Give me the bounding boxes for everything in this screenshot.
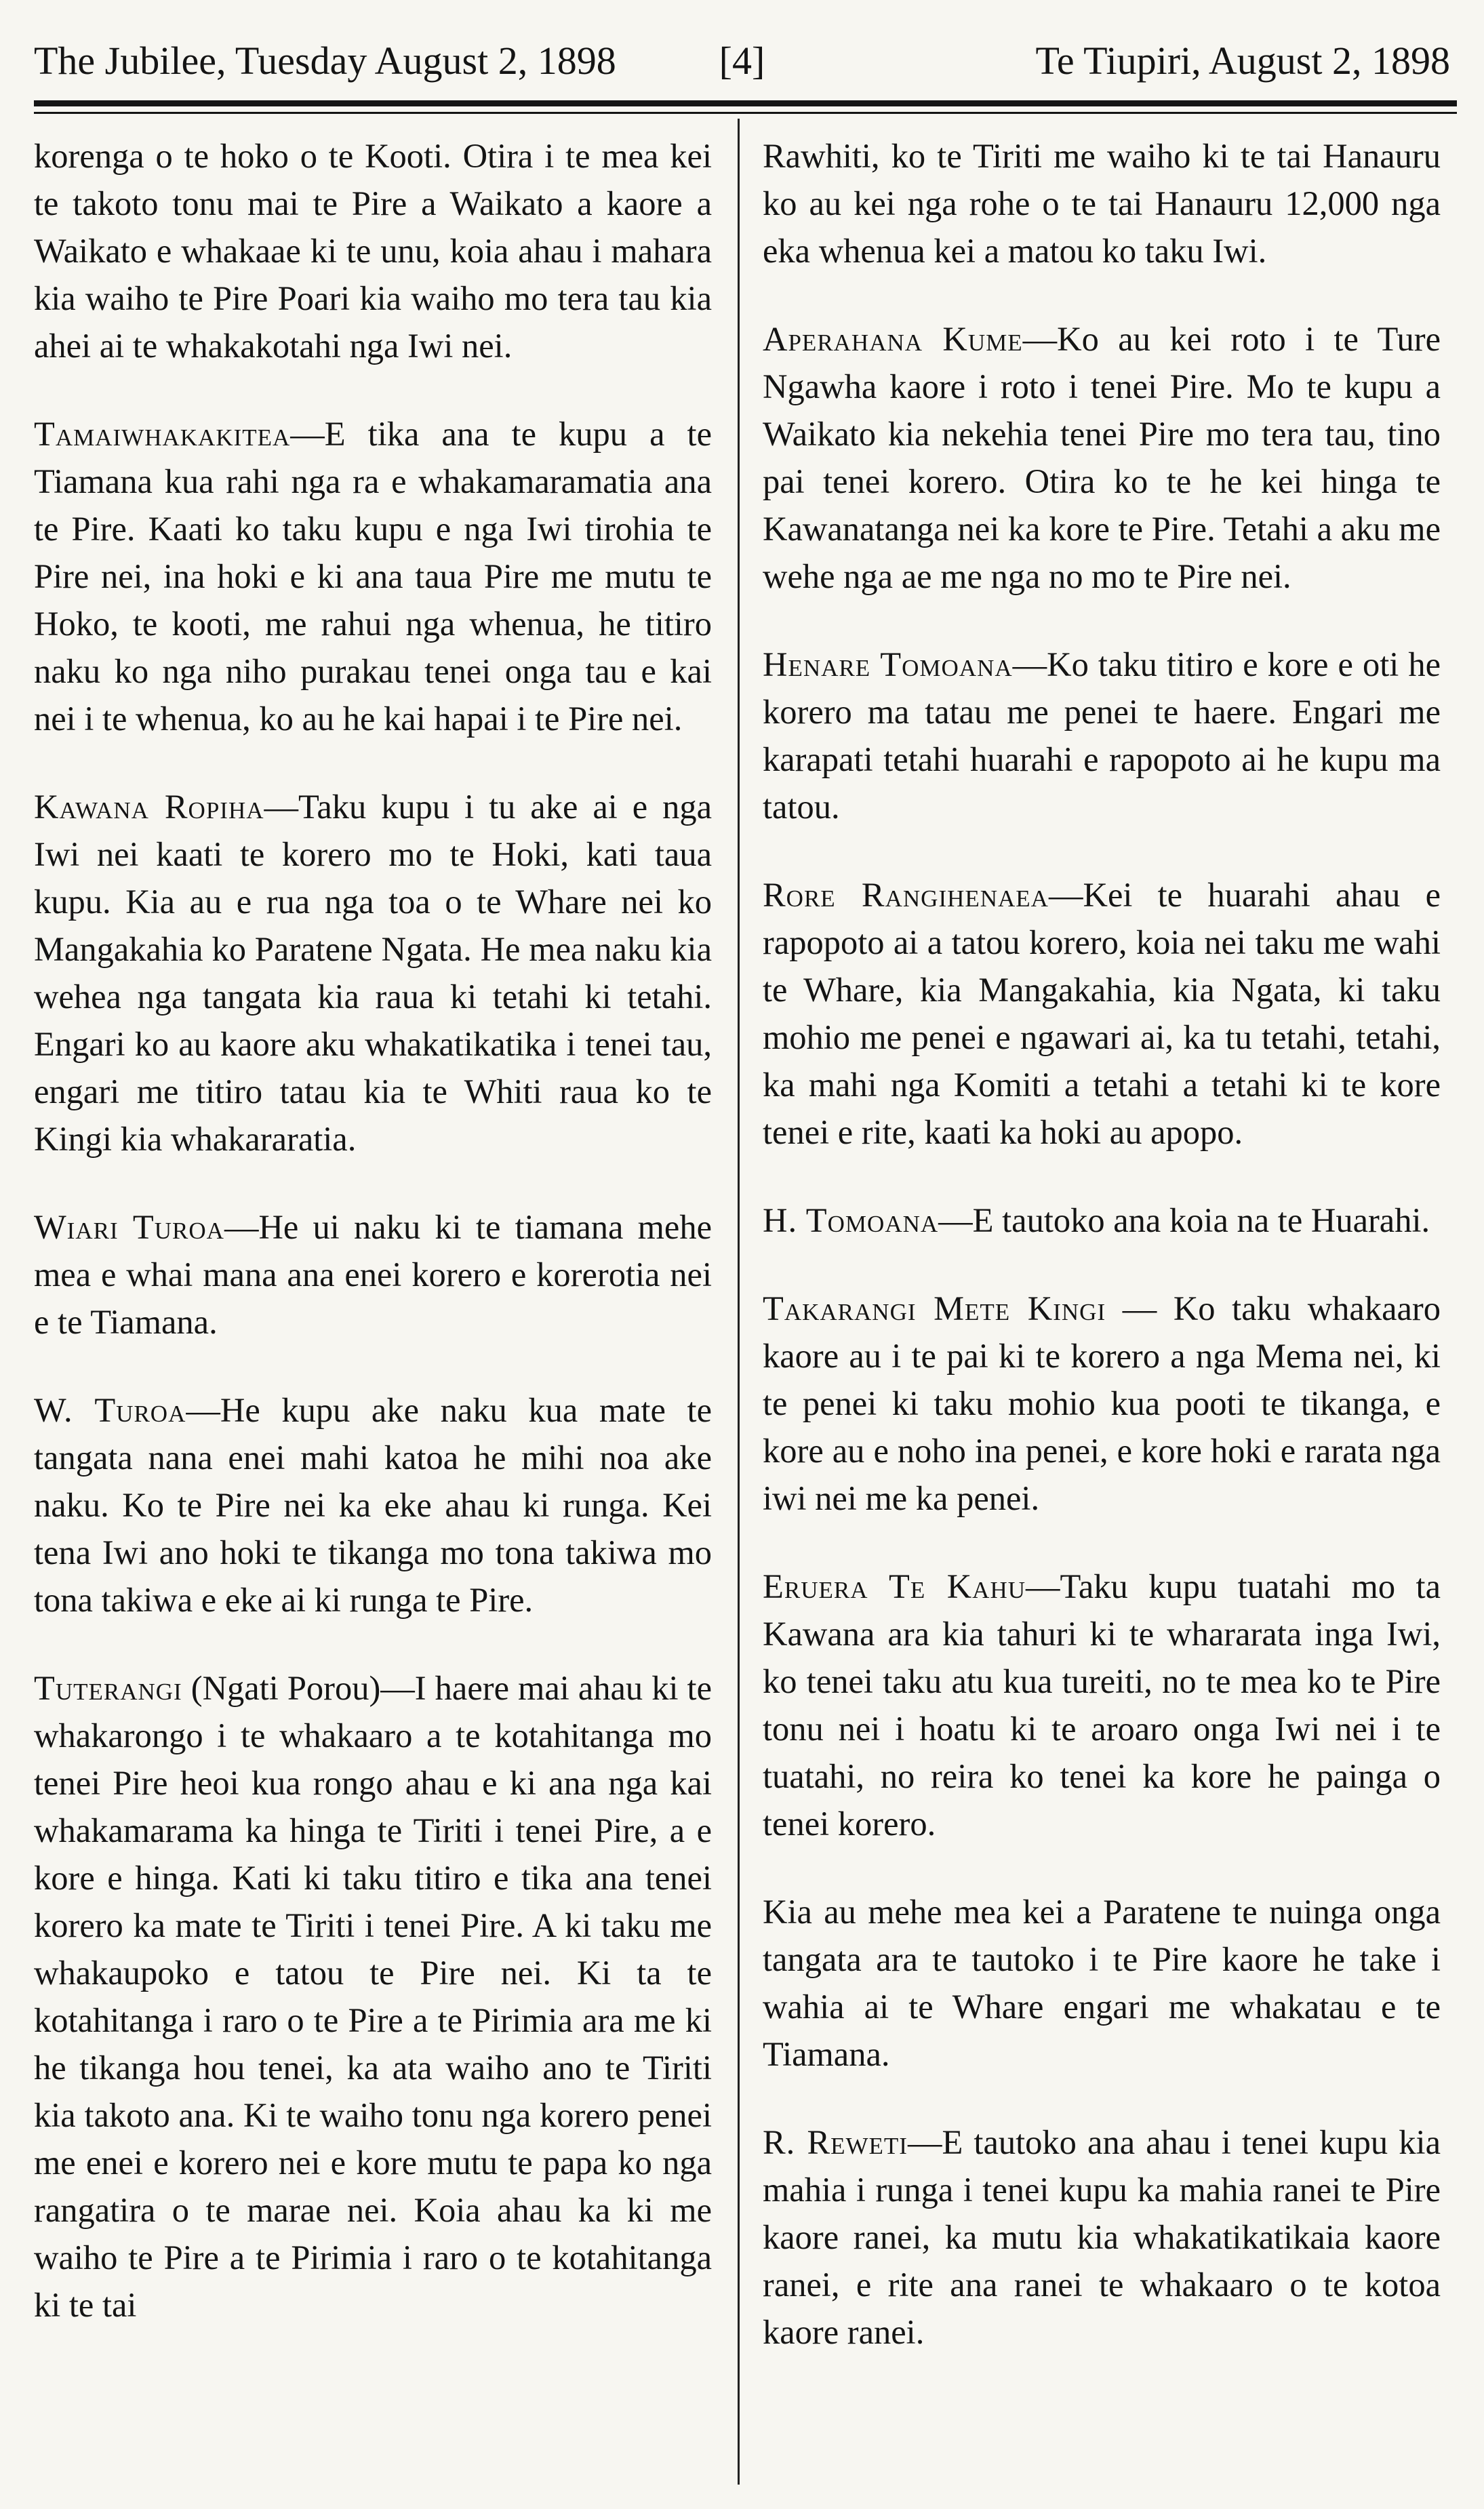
speech-paragraph: [34, 783, 712, 1163]
speaker-name: Eruera Te Kahu: [763, 1567, 1026, 1605]
speech-paragraph: [763, 1888, 1441, 2078]
left-column: [34, 132, 712, 2369]
speaker-name: W. Turoa: [34, 1391, 186, 1429]
right-column: [763, 132, 1441, 2396]
speaker-name: Tuterangi: [34, 1669, 182, 1707]
speech-paragraph: [763, 641, 1441, 830]
speaker-name: Henare Tomoana: [763, 645, 1013, 683]
speaker-name: Takarangi Mete Kingi: [763, 1289, 1106, 1327]
speech-text: Rawhiti, ko te Tiriti me waiho ki te tai Hanauru ko au kei nga rohe o te tai Hanauru 12,000 nga eka whenua kei a matou ko taku Iwi.: [763, 137, 1441, 270]
speech-paragraph: [34, 132, 712, 369]
speech-text: (Ngati Porou)—I haere mai ahau ki te whakarongo i te whakaaro a te kotahitanga mo tenei Pire heoi kua rongo ahau e ki ana nga kai whakamarama ka hinga te Tiriti i tenei Pire, a e kore e hinga. Kati ki taku titiro e tika ana tenei korero ka mate te Tiriti i tenei Pire. A ki taku me whakaupoko e tatou te Pire nei. Ki ta te kotahitanga i raro o te Pire a te Pirimia ara me ki he tikanga hou tenei, ka ata waiho ano te Tiriti kia takoto ana. Ki te waiho tonu nga korero penei me enei e korero nei e kore mutu te papa ko nga rangatira o te marae nei. Koia ahau ka ki me waiho te Pire a te Pirimia i raro o te kotahitanga ki te tai: [34, 1669, 712, 2324]
column-divider: [738, 119, 740, 2485]
speech-paragraph: [34, 1664, 712, 2329]
header-rule-thin: [34, 112, 1457, 114]
speaker-name: Wiari Turoa: [34, 1208, 224, 1246]
speech-text: —E tautoko ana ahau i tenei kupu kia mahia i runga i tenei kupu ka mahia ranei te Pire kaore ranei, ka mutu kia whakatikatikaia kaore ranei, e rite ana ranei te whakaaro o te kotoa kaore ranei.: [763, 2123, 1441, 2351]
speaker-name: Aperahana Kume: [763, 320, 1023, 358]
speaker-name: Tamaiwhakakitea: [34, 415, 291, 453]
speech-text: —Taku kupu i tu ake ai e nga Iwi nei kaati te korero mo te Hoki, kati taua kupu. Kia au e rua nga toa o te Whare nei ko Mangakahia ko Paratene Ngata. He mea naku kia wehea nga tangata kia raua ki tetahi ki tetahi. Engari ko au kaore aku whakatikatika i tenei tau, engari me titiro tatau kia te Whiti raua ko te Kingi kia whakararatia.: [34, 788, 712, 1158]
header-english-title: The Jubilee, Tuesday August 2, 1898: [34, 39, 616, 83]
header-rule-thick: [34, 100, 1457, 106]
speech-text: — Ko taku whakaaro kaore au i te pai ki te korero a nga Mema nei, ki te penei ki taku mohio kua pooti te tikanga, e kore au e noho ina penei, e kore hoki e rarata nga iwi nei me ka penei.: [763, 1289, 1441, 1517]
speech-text: —Kei te huarahi ahau e rapopoto ai a tatou korero, koia nei taku me wahi te Whare, kia Mangakahia, kia Ngata, ki taku mohio me penei e ngawari ai, ka tu tetahi, tetahi, ka mahi nga Komiti a tetahi a tetahi ki te kore tenei e rite, kaati ka hoki au apopo.: [763, 876, 1441, 1151]
speech-text: —E tautoko ana koia na te Huarahi.: [938, 1201, 1430, 1239]
page-header: [34, 27, 1450, 95]
speech-paragraph: [34, 1386, 712, 1624]
speech-paragraph: [34, 1203, 712, 1346]
speech-paragraph: [763, 2119, 1441, 2356]
speech-text: —He kupu ake naku kua mate te tangata nana enei mahi katoa he mihi noa ake naku. Ko te Pire nei ka eke ahau ki runga. Kei tena Iwi ano hoki te tikanga mo tona takiwa mo tona takiwa e eke ai ki runga te Pire.: [34, 1391, 712, 1619]
speech-text: Kia au mehe mea kei a Paratene te nuinga onga tangata ara te tautoko i te Pire kaore he take i wahia ai te Whare engari me whakatau e te Tiamana.: [763, 1893, 1441, 2073]
speaker-name: Kawana Ropiha: [34, 788, 264, 826]
speech-paragraph: [763, 1197, 1441, 1244]
speech-text: —He ui naku ki te tiamana mehe mea e whai mana ana enei korero e korerotia nei e te Tiamana.: [34, 1208, 713, 1341]
speech-text: —Taku kupu tuatahi mo ta Kawana ara kia tahuri ki te whararata inga Iwi, ko tenei taku atu kua tureiti, no te mea ko te Pire tonu nei i hoatu ki te aroaro onga Iwi nei i te tuatahi, no reira ko tenei ka kore he painga o tenei korero.: [763, 1567, 1441, 1843]
speech-text: korenga o te hoko o te Kooti. Otira i te mea kei te takoto tonu mai te Pire a Waikato a kaore a Waikato e whakaae ki te unu, koia ahau i mahara kia waiho te Pire Poari kia waiho mo tera tau kia ahei ai te whakakotahi nga Iwi nei.: [34, 137, 712, 365]
speech-paragraph: [763, 1285, 1441, 1522]
speaker-name: R. Reweti: [763, 2123, 908, 2161]
speaker-name: H. Tomoana: [763, 1201, 939, 1239]
speech-paragraph: [763, 871, 1441, 1156]
speech-paragraph: [34, 410, 712, 742]
speech-text: —Ko au kei roto i te Ture Ngawha kaore i roto i tenei Pire. Mo te kupu a Waikato kia nekehia tenei Pire mo tera tau, tino pai tenei korero. Otira ko te he kei hinga te Kawanatanga nei ka kore te Pire. Tetahi a aku me wehe nga ae me nga no mo te Pire nei.: [763, 320, 1441, 595]
speech-text: —E tika ana te kupu a te Tiamana kua rahi nga ra e whakamaramatia ana te Pire. Kaati ko taku kupu e nga Iwi tirohia te Pire nei, ina hoki e ki ana taua Pire me mutu te Hoko, te kooti, me rahui nga whenua, he titiro naku ko nga niho purakau tenei onga tau e kai nei i te whenua, ko au he kai hapai i te Pire nei.: [34, 415, 712, 738]
speech-text: —Ko taku titiro e kore e oti he korero ma tatau me penei te haere. Engari me karapati tetahi huarahi e rapopoto ai he kupu ma tatou.: [763, 645, 1441, 826]
speaker-name: Rore Rangihenaea: [763, 876, 1049, 914]
header-maori-title: Te Tiupiri, August 2, 1898: [1035, 39, 1450, 83]
speech-paragraph: [763, 132, 1441, 275]
speech-paragraph: [763, 315, 1441, 600]
speech-paragraph: [763, 1563, 1441, 1847]
page-number: [4]: [719, 39, 765, 83]
